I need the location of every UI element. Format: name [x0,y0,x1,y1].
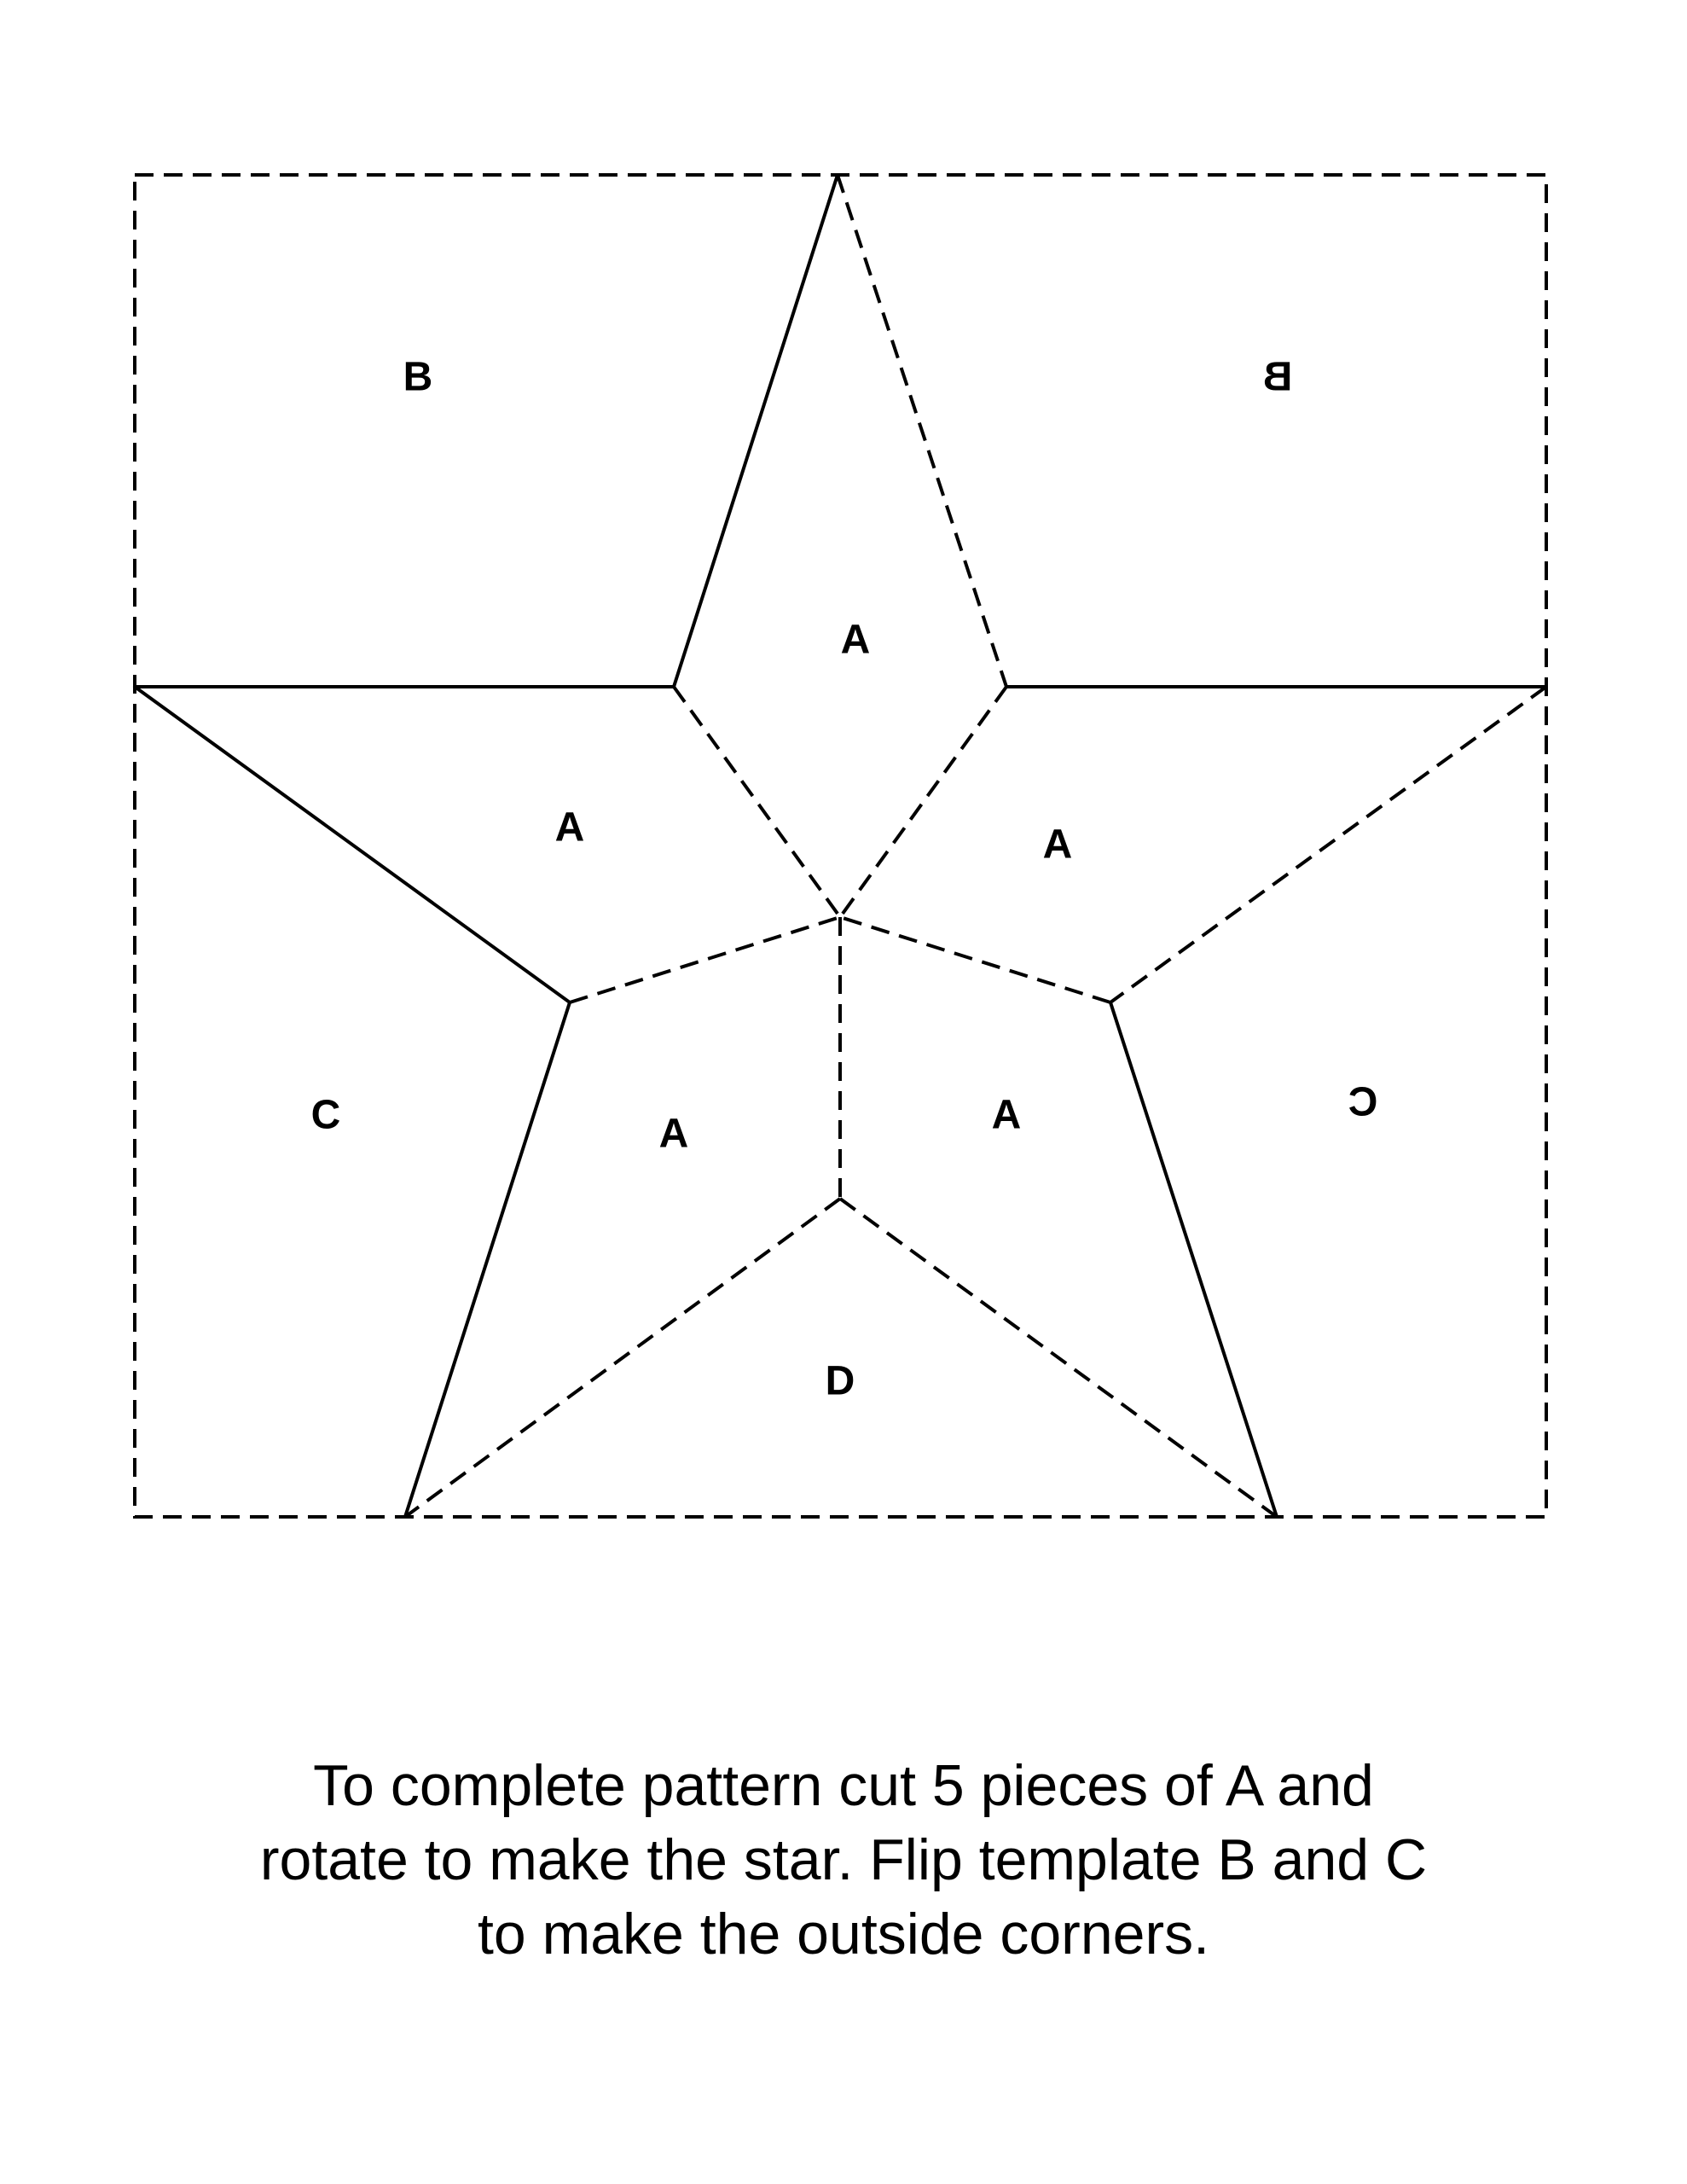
star-right-arm-bottom-edge [1110,687,1546,1002]
pattern-instructions [0,1749,1687,1972]
label-a-top: A [840,617,871,663]
star-bottom-left-inner-edge [405,1199,840,1517]
seam-left-inner-to-center [674,687,840,917]
label-c-right: C [1348,1079,1378,1125]
star-bottom-left-outer-edge [405,1002,570,1517]
instructions-line-3: to make the outside corners. [477,1902,1209,1966]
seam-right-valley-to-center [840,917,1110,1002]
star-bottom-right-outer-edge [1110,1002,1277,1517]
instructions-line-2: rotate to make the star. Flip template B and C [259,1827,1428,1892]
label-b-right: B [1262,354,1293,400]
star-top-left-edge [674,175,838,687]
seam-left-valley-to-center [570,917,840,1002]
label-c-left: C [310,1092,341,1138]
label-a-bottom-right: A [991,1092,1022,1138]
block-border [135,175,1546,1517]
label-a-left: A [554,804,585,851]
label-a-bottom-left: A [658,1111,689,1157]
label-a-right: A [1042,822,1073,868]
seam-right-inner-to-center [840,687,1006,917]
label-b-left: B [403,354,433,400]
instructions-line-1: To complete pattern cut 5 pieces of A and [313,1753,1374,1818]
star-top-right-edge [838,175,1006,687]
label-d: D [825,1358,855,1404]
star-left-arm-bottom-edge [135,687,570,1002]
star-bottom-right-inner-edge [840,1199,1277,1517]
